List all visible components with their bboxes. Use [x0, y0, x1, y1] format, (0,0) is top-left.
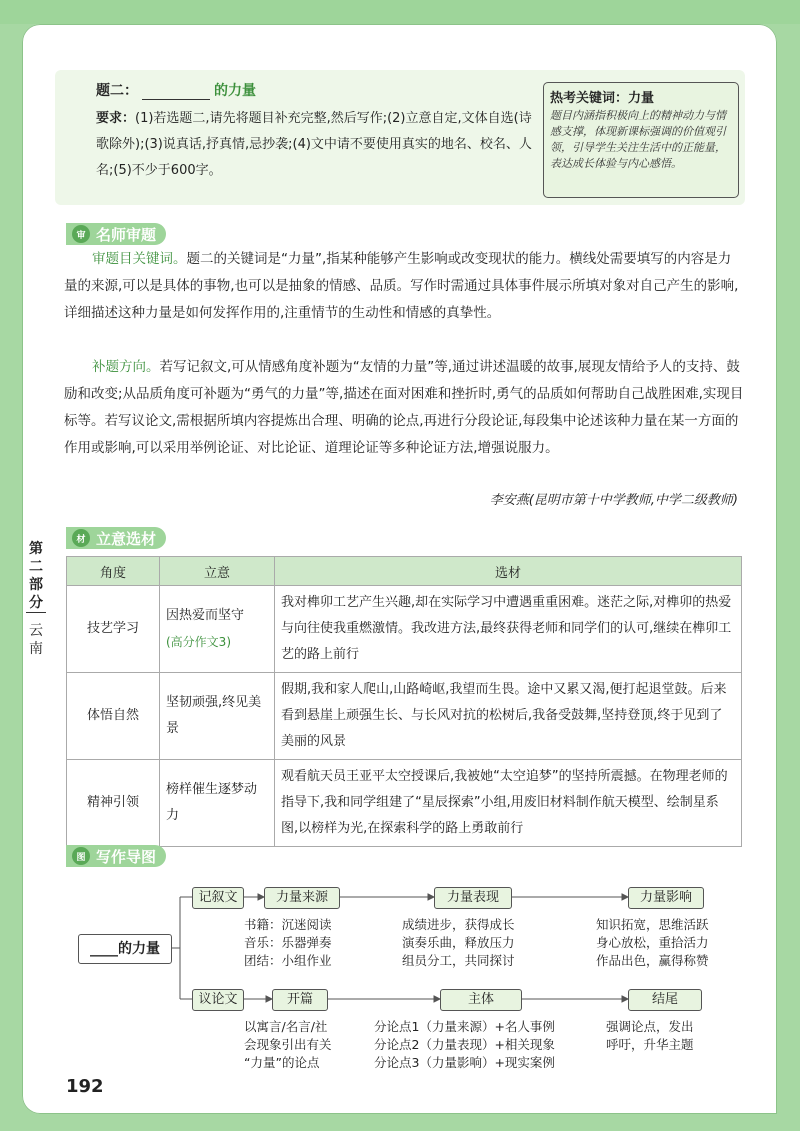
narrative-label: 记叙文: [192, 887, 244, 909]
arg-col3: [606, 1018, 694, 1054]
req-label: 要求：: [96, 111, 136, 126]
sidebar-region: 云南: [29, 623, 43, 657]
cell-idea: 坚韧顽强,终见美景: [160, 673, 275, 760]
list-item: 强调论点，发出: [606, 1019, 694, 1034]
narr-node-impact: 力量影响: [628, 887, 704, 909]
col-material: 选材: [275, 557, 742, 586]
task-title-prefix: 题二：: [96, 83, 138, 99]
list-item: 身心放松，重拾活力: [596, 935, 709, 950]
list-item: 分论点1（力量来源）+名人事例: [374, 1019, 555, 1034]
review-icon: 审: [72, 225, 90, 243]
list-item: 组员分工，共同探讨: [402, 953, 515, 968]
narr-col3: [596, 916, 709, 970]
p1-lead: 审题目关键词。: [92, 251, 187, 267]
section-title: 名师审题: [96, 225, 157, 244]
sidebar-part: 第二部分: [29, 541, 43, 611]
cell-material: 观看航天员王亚平太空授课后,我被她“太空追梦”的坚持所震撼。在物理老师的指导下,我和同学组建了“星辰探索”小组,用废旧材料制作航天模型、绘制星系图,以榜样为光,在探索科学的路上勇敢前行: [275, 760, 742, 847]
cell-angle: 体悟自然: [67, 673, 160, 760]
idea-text: 因热爱而坚守: [166, 608, 245, 623]
list-item: 成绩进步，获得成长: [402, 917, 515, 932]
list-item: 呼吁，升华主题: [606, 1037, 694, 1052]
list-item: “力量”的论点: [244, 1055, 320, 1070]
author-credit: 李安燕(昆明市第十中学教师,中学二级教师): [489, 493, 738, 508]
section-title: 写作导图: [96, 847, 157, 866]
arg-node-body: 主体: [440, 989, 522, 1011]
arg-node-ending: 结尾: [628, 989, 702, 1011]
arg-col1: [244, 1018, 332, 1072]
material-icon: 材: [72, 529, 90, 547]
cell-idea: 榜样催生逐梦动力: [160, 760, 275, 847]
p2-text: 若写记叙文,可从情感角度补题为“友情的力量”等,通过讲述温暖的故事,展现友情给予人的支持、鼓励和改变;从品质角度可补题为“勇气的力量”等,描述在面对困难和挫折时,勇气的品质如何帮助自己战胜困难,实现目标等。若写议论文,需根据所填内容提炼出合理、明确的论点,再进行分段论证,每段集中论述该种力量在某一方面的作用或影响,可以采用举例论证、对比论证、道理论证等多种论证方法,增强说服力。: [64, 359, 744, 456]
argument-label: 议论文: [192, 989, 244, 1011]
col-angle: 角度: [67, 557, 160, 586]
cell-angle: 精神引领: [67, 760, 160, 847]
arg-node-opening: 开篇: [272, 989, 328, 1011]
hot-title: 热考关键词：力量: [550, 91, 655, 106]
hot-body: 题目内涵指积极向上的精神动力与情感支撑，体现新课标强调的价值观引领，引导学生关注生活中的正能量，表达成长体验与内心感悟。: [550, 109, 726, 170]
cell-material: 我对榫卯工艺产生兴趣,却在实际学习中遭遇重重困难。迷茫之际,对榫卯的热爱与向往使我重燃激情。我改进方法,最终获得老师和同学们的认可,继续在榫卯工艺的路上前行: [275, 586, 742, 673]
narr-col2: [402, 916, 515, 970]
mindmap-icon: 图: [72, 847, 90, 865]
narr-node-source: 力量来源: [264, 887, 340, 909]
narr-node-performance: 力量表现: [434, 887, 512, 909]
list-item: 分论点2（力量表现）+相关现象: [374, 1037, 555, 1052]
idea-note: (高分作文3): [166, 635, 231, 649]
center-node: ____的力量: [78, 934, 172, 964]
narr-col1: [244, 916, 332, 970]
list-item: 作品出色，赢得称赞: [596, 953, 709, 968]
list-item: 音乐：乐器弹奏: [244, 935, 332, 950]
p2-lead: 补题方向。: [92, 359, 160, 375]
cell-material: 假期,我和家人爬山,山路崎岖,我望而生畏。途中又累又渴,便打起退堂鼓。后来看到悬崖上顽强生长、与长风对抗的松树后,我备受鼓舞,坚持登顶,终于见到了美丽的风景: [275, 673, 742, 760]
page-number: 192: [66, 1076, 104, 1097]
list-item: 书籍：沉迷阅读: [244, 917, 332, 932]
p1-text: 题二的关键词是“力量”,指某种能够产生影响或改变现状的能力。横线处需要填写的内容是力量的来源,可以是具体的事物,也可以是抽象的情感、品质。写作时需通过具体事件展示所填对象对自己产生的影响,详细描述这种力量是如何发挥作用的,注重情节的生动性和情感的真挚性。: [64, 251, 739, 321]
col-idea: 立意: [160, 557, 275, 586]
list-item: 知识拓宽，思维活跃: [596, 917, 709, 932]
list-item: 会现象引出有关: [244, 1037, 332, 1052]
list-item: 团结：小组作业: [244, 953, 332, 968]
task-title-suffix: 的力量: [214, 83, 256, 99]
req-text: (1)若选题二,请先将题目补充完整,然后写作;(2)立意自定,文体自选(诗歌除外);(3)说真话,抒真情,忌抄袭;(4)文中请不要使用真实的地名、校名、人名;(5)不少于600字。: [96, 111, 532, 178]
section-title: 立意选材: [96, 529, 157, 548]
list-item: 以寓言/名言/社: [244, 1019, 328, 1034]
cell-angle: 技艺学习: [67, 586, 160, 673]
arg-col2: [374, 1018, 555, 1072]
list-item: 演奏乐曲，释放压力: [402, 935, 515, 950]
list-item: 分论点3（力量影响）+现实案例: [374, 1055, 555, 1070]
